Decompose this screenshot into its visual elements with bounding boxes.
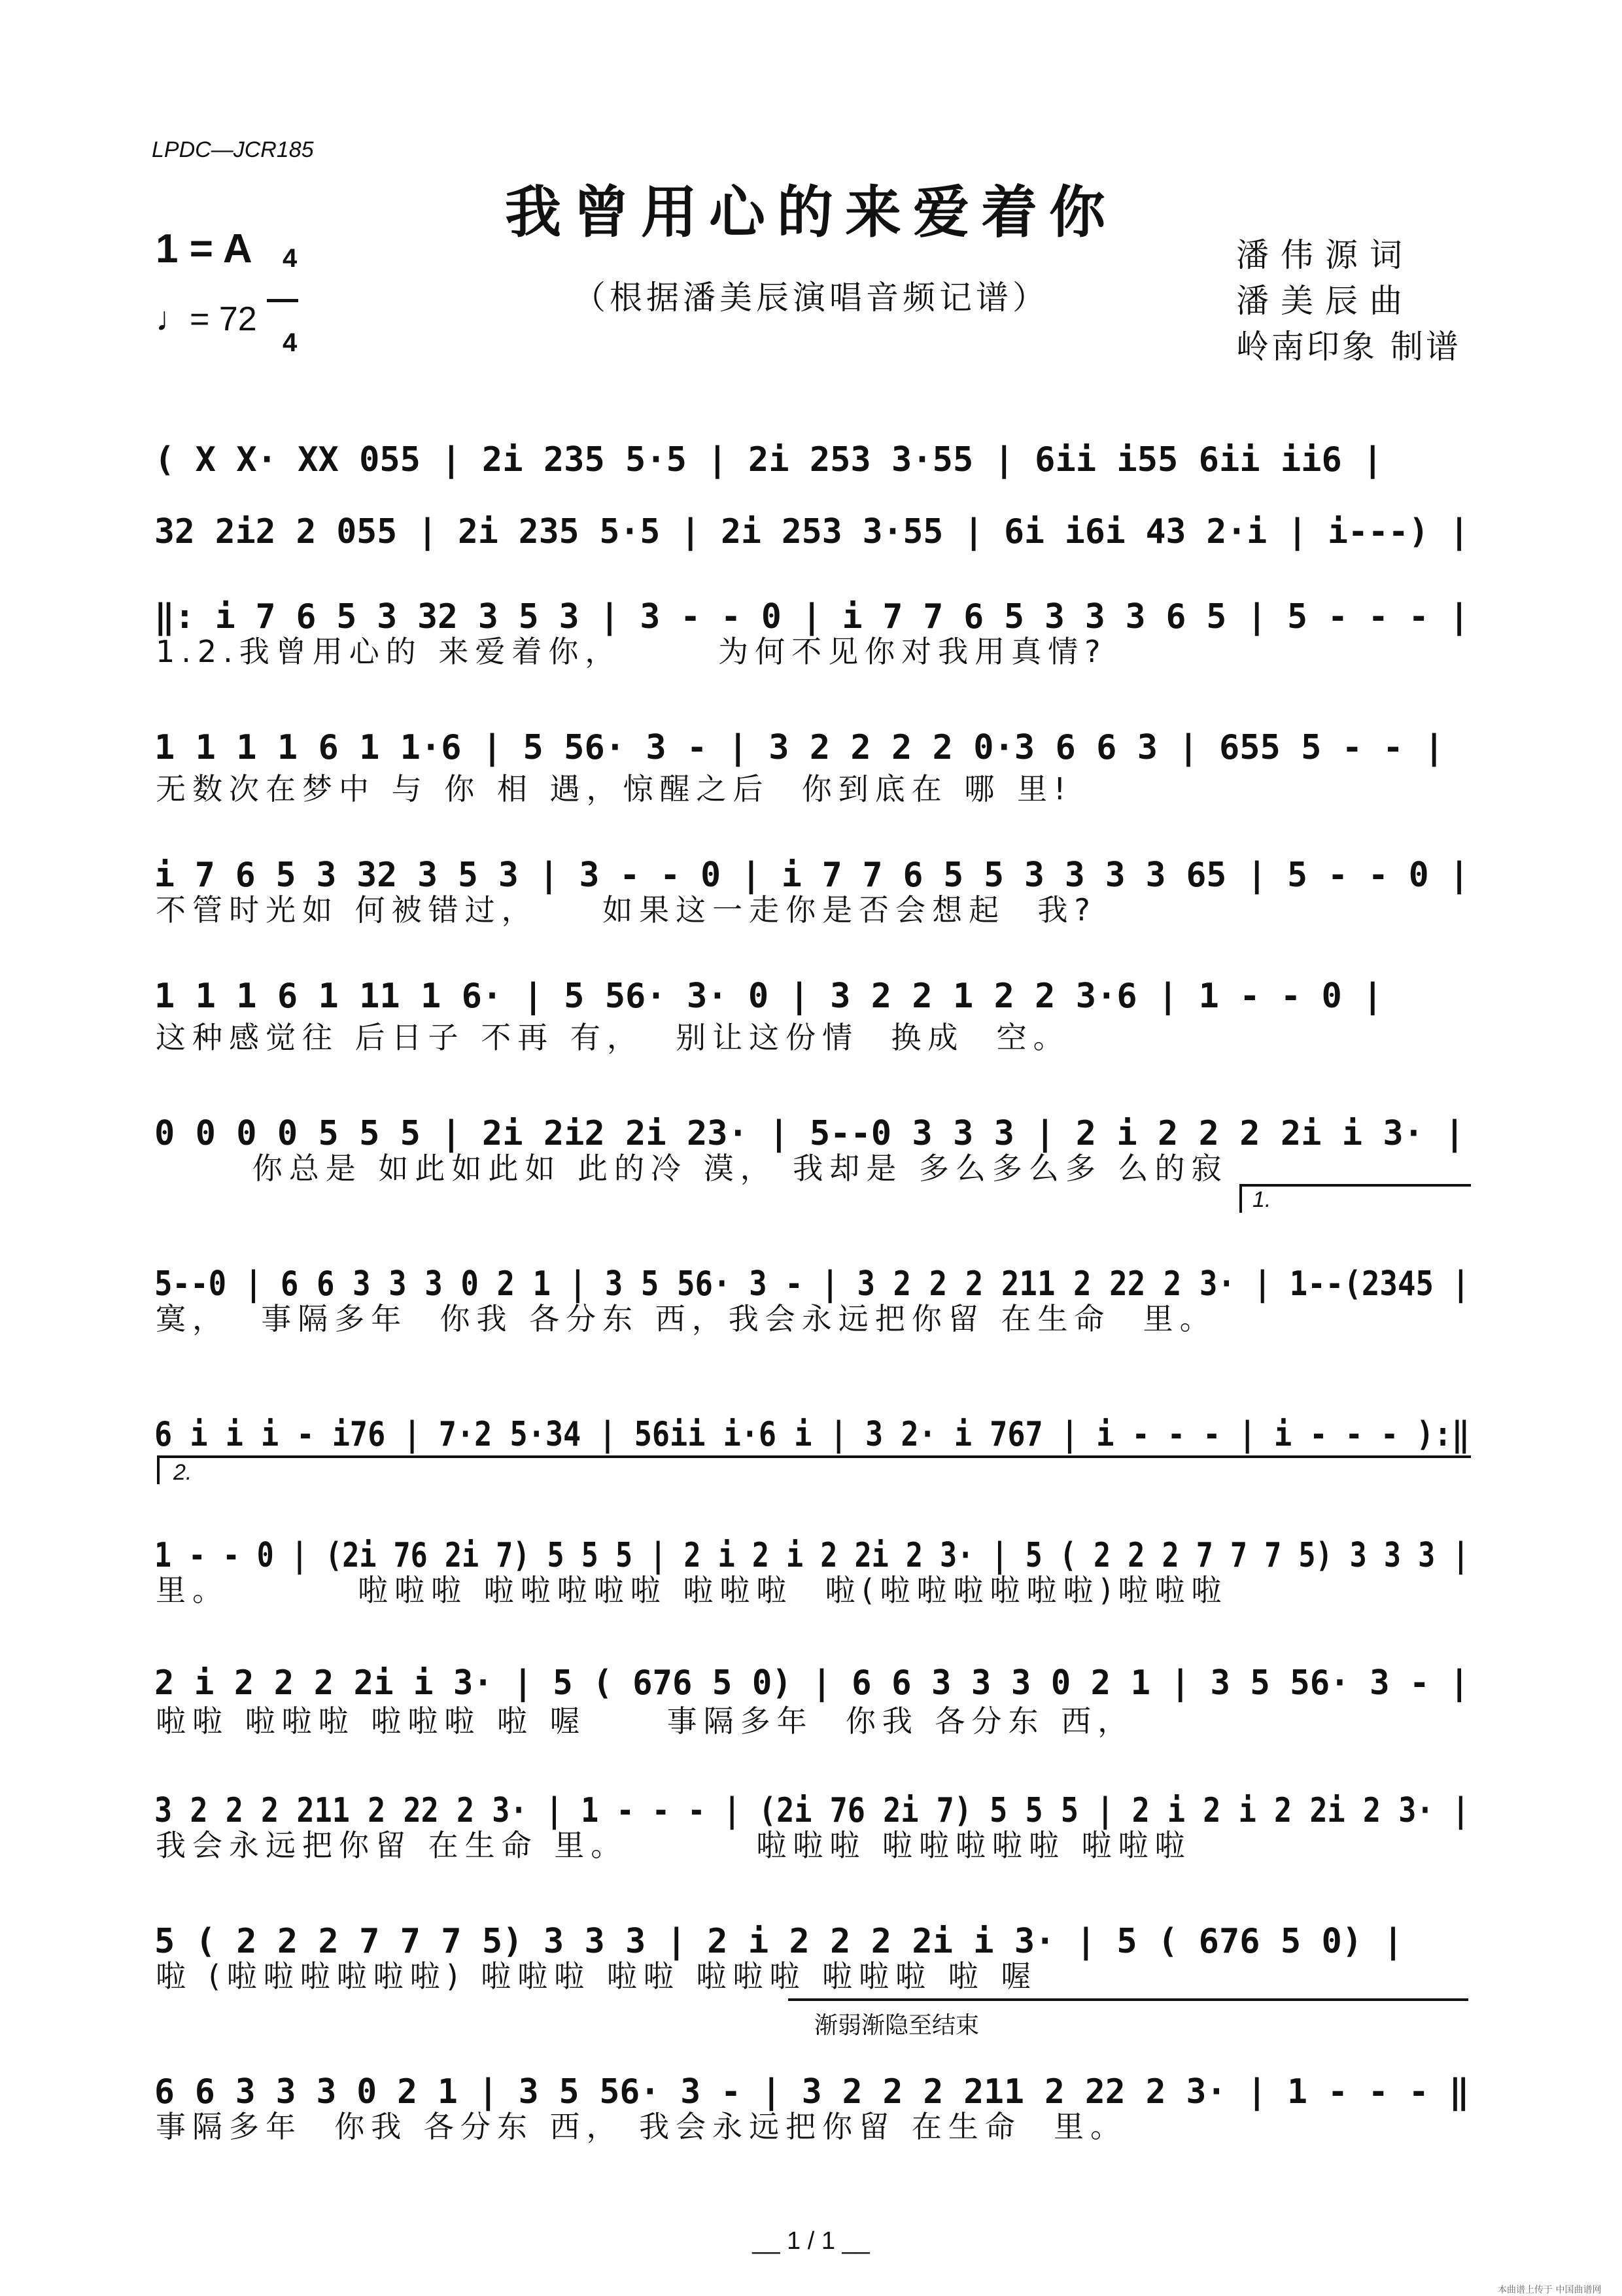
system-3 (0, 572, 1622, 669)
system-4 (0, 703, 1622, 807)
notation-line: 6 i i i - i76 | 7·2 5·34 | 56ii i·6 i | 3 2· i 767 | i - - - | i - - - ):‖ (154, 1415, 1470, 1454)
lyric-line: 你总是 如此如此如 此的冷 漠， 我却是 多么多么多 么的寂 (156, 1151, 1228, 1186)
lyric-line: 这种感觉往 后日子 不再 有， 别让这份情 换成 空。 (156, 1020, 1070, 1055)
system-8 (0, 1240, 1622, 1336)
lyric-line: 寞， 事隔多年 你我 各分东 西，我会永远把你留 在生命 里。 (156, 1301, 1216, 1336)
notation-line: 1 1 1 6 1 11 1 6· | 5 56· 3· 0 | 3 2 2 1 2 2 3·6 | 1 - - 0 | (154, 977, 1383, 1016)
tempo-mark: ♩= 72 (156, 300, 257, 338)
notation-line: 3 2 2 2 211 2 22 2 3· | 1 - - - | (2i 76 2i 7) 5 5 5 | 2 i 2 i 2 2i 2 3· | (154, 1791, 1470, 1830)
lyricist-credit: 潘伟源词 (1236, 236, 1414, 274)
page-number: __ 1 / 1 __ (752, 2227, 870, 2255)
notation-line: 6 6 3 3 3 0 2 1 | 3 5 56· 3 - | 3 2 2 2 211 2 22 2 3· | 1 - - - ‖ (154, 2072, 1470, 2112)
system-2 (0, 487, 1622, 551)
system-5 (0, 831, 1622, 928)
meter-bottom: 4 (282, 328, 298, 357)
system-7 (0, 1089, 1622, 1186)
volta-2-label: 2. (173, 1460, 192, 1485)
volta-1-label: 1. (1252, 1187, 1271, 1212)
lyric-line: 1.2.我曾用心的 来爱着你， 为何不见你对我用真情? (156, 634, 1107, 669)
notation-line: 5 ( 2 2 2 7 7 7 5) 3 3 3 | 2 i 2 2 2 2i i 3· | 5 ( 676 5 0) | (154, 1922, 1404, 1961)
volta-1-bracket (1239, 1184, 1471, 1213)
notation-line: 2 i 2 2 2 2i i 3· | 5 ( 676 5 0) | 6 6 3 3 3 0 2 1 | 3 5 56· 3 - | (154, 1663, 1470, 1703)
score-code: LPDC—JCR185 (152, 137, 314, 162)
lyric-line: 无数次在梦中 与 你 相 遇，惊醒之后 你到底在 哪 里! (156, 771, 1073, 807)
fade-instruction: 渐弱渐隐至结束 (814, 2011, 980, 2038)
lyric-line: 啦 (啦啦啦啦啦啦) 啦啦啦 啦啦 啦啦啦 啦啦啦 啦 喔 (156, 1958, 1038, 1994)
lyric-line: 啦啦 啦啦啦 啦啦啦 啦 喔 事隔多年 你我 各分东 西， (156, 1703, 1135, 1739)
lyric-line: 不管时光如 何被错过， 如果这一走你是否会想起 我? (156, 892, 1097, 928)
system-6 (0, 952, 1622, 1055)
notation-line: 0 0 0 0 5 5 5 | 2i 2i2 2i 23· | 5--0 3 3 3 | 2 i 2 2 2 2i i 3· | (154, 1114, 1465, 1153)
volta-2-bracket (157, 1455, 1471, 1484)
notation-line: ( X X· XX 055 | 2i 235 5·5 | 2i 253 3·55 | 6ii i55 6ii ii6 | (154, 440, 1383, 479)
arranger-credit: 岭南印象 制谱 (1236, 328, 1461, 366)
notation-line: ‖: i 7 6 5 3 32 3 5 3 | 3 - - 0 | i 7 7 6 5 3 3 3 6 5 | 5 - - - | (154, 597, 1470, 636)
subtitle: （根据潘美辰演唱音频记谱） (573, 279, 1049, 317)
lyric-line: 里。 啦啦啦 啦啦啦啦啦 啦啦啦 啦(啦啦啦啦啦啦)啦啦啦 (156, 1573, 1228, 1608)
system-10 (0, 1511, 1622, 1608)
system-1 (0, 415, 1622, 479)
system-13 (0, 1897, 1622, 1994)
system-14 (0, 2047, 1622, 2144)
notation-line: 1 1 1 1 6 1 1·6 | 5 56· 3 - | 3 2 2 2 2 0·3 6 6 3 | 655 5 - - | (154, 728, 1445, 767)
notation-line: i 7 6 5 3 32 3 5 3 | 3 - - 0 | i 7 7 6 5 5 3 3 3 3 65 | 5 - - 0 | (154, 856, 1470, 895)
system-11 (0, 1639, 1622, 1739)
composer-credit: 潘美辰曲 (1236, 282, 1414, 320)
site-watermark: 本曲谱上传于 中国曲谱网 (1498, 2285, 1602, 2295)
notation-line: 1 - - 0 | (2i 76 2i 7) 5 5 5 | 2 i 2 i 2 2i 2 3· | 5 ( 2 2 2 7 7 7 5) 3 3 3 | (154, 1536, 1470, 1575)
notation-line: 5--0 | 6 6 3 3 3 0 2 1 | 3 5 56· 3 - | 3 2 2 2 211 2 22 2 3· | 1--(2345 | (154, 1264, 1470, 1304)
meter-top: 4 (282, 244, 298, 273)
system-12 (0, 1766, 1622, 1863)
lyric-line: 事隔多年 你我 各分东 西， 我会永远把你留 在生命 里。 (156, 2109, 1127, 2144)
lyric-line: 我会永远把你留 在生命 里。 啦啦啦 啦啦啦啦啦 啦啦啦 (156, 1828, 1192, 1863)
song-title: 我曾用心的来爱着你 (505, 179, 1117, 245)
notation-line: 32 2i2 2 055 | 2i 235 5·5 | 2i 253 3·55 | 6i i6i 43 2·i | i---) | (154, 512, 1470, 551)
key-signature: 1 = A (156, 226, 252, 271)
system-9 (0, 1390, 1622, 1454)
